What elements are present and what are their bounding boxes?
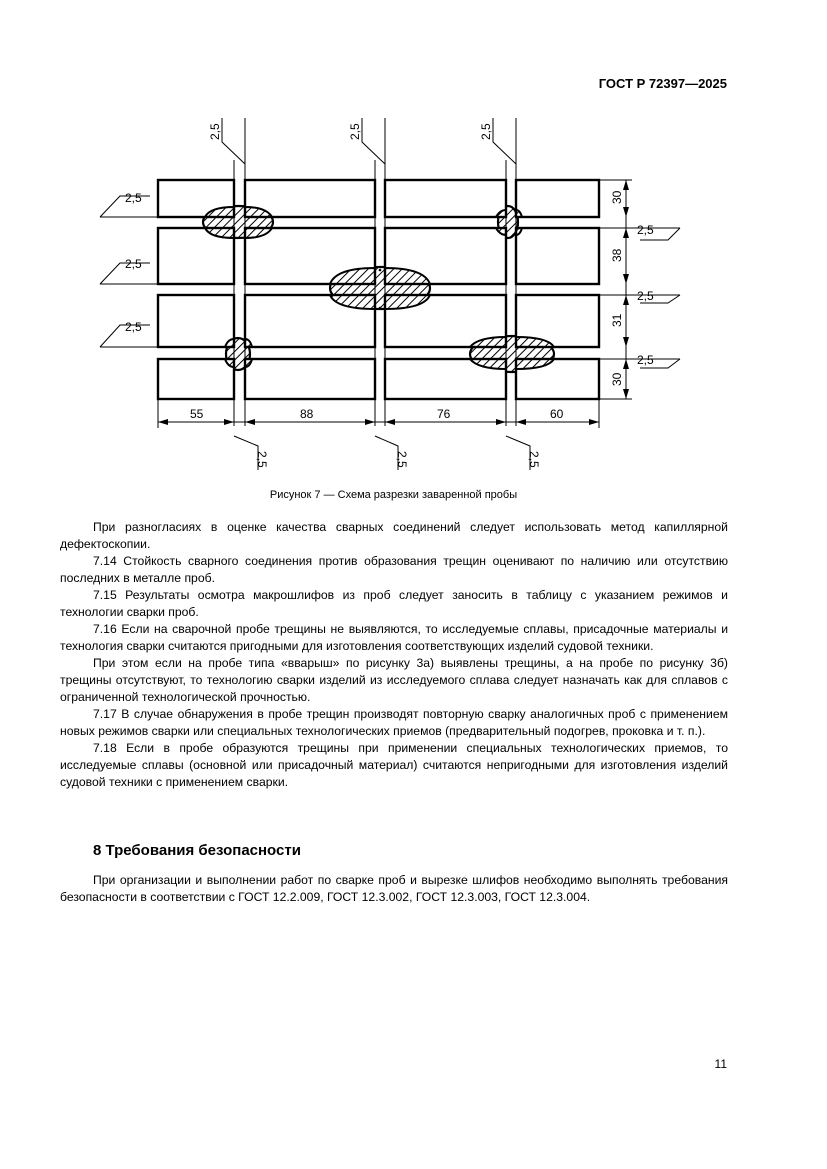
- specimen-block: [516, 228, 599, 284]
- kerf-label-bottom: 2,5: [255, 451, 269, 468]
- specimen-block: [516, 180, 599, 217]
- height-label: 30: [610, 190, 624, 204]
- kerf-label-top: 2,5: [479, 123, 493, 140]
- paragraph: 7.18 Если в пробе образуются трещины при применении специальных технологических приемов, то исследуемые сплавы (основной или присадочный материал) считаются непригодными для изготовления изделий судовой техники с применением сварки.: [60, 741, 728, 789]
- width-label: 76: [437, 407, 451, 421]
- paragraph: При разногласиях в оценке качества сварных соединений следует использовать метод капиллярной дефектоскопии.: [60, 520, 728, 551]
- section-heading: 8 Требования безопасности: [93, 842, 301, 859]
- paragraph: 7.15 Результаты осмотра макрошлифов из проб следует заносить в таблицу с указанием режимов и технологии сварки проб.: [60, 588, 728, 619]
- cutting-scheme-figure: [0, 110, 827, 480]
- width-label: 60: [550, 407, 564, 421]
- kerf-label-left: 2,5: [125, 191, 142, 205]
- kerf-label-right: 2,5: [637, 353, 654, 367]
- specimen-block: [158, 359, 234, 399]
- kerf-label-left: 2,5: [125, 257, 142, 271]
- height-label: 38: [610, 248, 624, 262]
- kerf-label-right: 2,5: [637, 289, 654, 303]
- paragraph: При организации и выполнении работ по сварке проб и вырезке шлифов необходимо выполнять требования безопасности в соответствии с ГОСТ 12.2.009, ГОСТ 12.3.002, ГОСТ 12.3.003, ГОСТ 12.3.004.: [60, 873, 728, 904]
- width-label: 88: [300, 407, 314, 421]
- specimen-block: [385, 180, 506, 217]
- kerf-label-top: 2,5: [348, 123, 362, 140]
- section-body: [60, 872, 728, 906]
- kerf-label-bottom: 2,5: [527, 451, 541, 468]
- body-text: [60, 519, 728, 791]
- kerf-label-bottom: 2,5: [395, 451, 409, 468]
- paragraph: 7.14 Стойкость сварного соединения против образования трещин оценивают по наличию или отсутствию последних в металле проб.: [60, 554, 728, 585]
- paragraph: При этом если на пробе типа «вварыш» по рисунку 3а) выявлены трещины, а на пробе по рисунку 3б) трещины отсутствуют, то технологию сварки изделий из исследуемого сплава следует назначать как для сплавов с ограниченной технологической прочностью.: [60, 656, 728, 704]
- specimen-block: [245, 359, 375, 399]
- height-label: 31: [610, 313, 624, 327]
- kerf-label-top: 2,5: [208, 123, 222, 140]
- specimen-block: [158, 295, 234, 347]
- paragraph: 7.17 В случае обнаружения в пробе трещин производят повторную сварку аналогичных проб с применением новых режимов сварки или специальных технологических приемов (предварительный подогрев, проковка и т. п.).: [60, 707, 728, 738]
- width-label: 55: [190, 407, 204, 421]
- figure-caption: Рисунок 7 — Схема разрезки заваренной пробы: [269, 489, 518, 501]
- paragraph: 7.16 Если на сварочной пробе трещины не выявляются, то исследуемые сплавы, присадочные материалы и технология сварки считаются пригодными для изготовления соответствующих изделий судовой техники.: [60, 622, 728, 653]
- page-number: 11: [714, 1057, 727, 1071]
- kerf-label-right: 2,5: [637, 223, 654, 237]
- kerf-label-left: 2,5: [125, 320, 142, 334]
- height-label: 30: [610, 372, 624, 386]
- standard-id: ГОСТ Р 72397—2025: [598, 76, 727, 91]
